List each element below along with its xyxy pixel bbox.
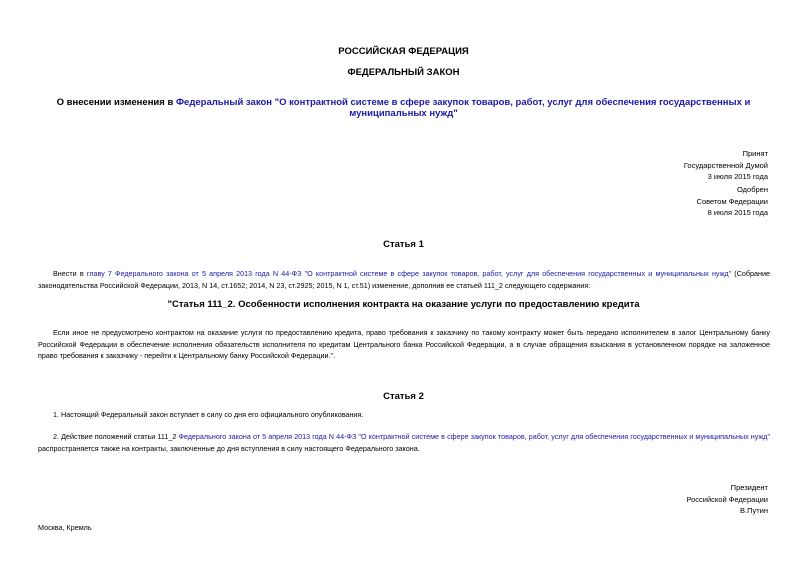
signature-name: В.Путин <box>740 506 768 515</box>
new-article-heading: "Статья 111_2. Особенности исполнения контракта на оказание услуги по предоставлению кредита <box>167 299 640 310</box>
approved-line3: 8 июля 2015 года <box>707 208 768 217</box>
new-article-text: Если иное не предусмотрено контрактом на оказание услуги по предоставлению кредита, право требования к заказчику по такому контракту может быть передано исполнителем в залог Центральному банку Российской Федерации в обеспечение исполнения обязательств исполнителя по кредитам Центрального банка Российской Федерации, а в случае обращения взыскания в установленном порядке на заложенное право требования к заказчику - перейти к Центральному банку Российской Федерации.". <box>38 328 770 360</box>
doc-type-heading: ФЕДЕРАЛЬНЫЙ ЗАКОН <box>347 67 460 78</box>
article2-item2 <box>38 431 770 454</box>
signature-title: Президент <box>730 483 768 492</box>
article2-heading: Статья 2 <box>383 391 424 402</box>
article2-item2-link[interactable]: Федерального закона от 5 апреля 2013 года N 44-ФЗ "О контрактной системе в сфере закупок товаров, работ, услуг для обеспечения государственных и муниципальных нужд" <box>178 432 770 441</box>
article2-item2-suffix: распространяется также на контракты, заключенные до дня вступления в силу настоящего Федерального закона. <box>38 443 420 453</box>
law-title <box>36 97 771 119</box>
approved-line2: Советом Федерации <box>696 196 768 206</box>
article1-link[interactable]: главу 7 Федерального закона от 5 апреля 2013 года N 44-ФЗ "О контрактной системе в сфере закупок товаров, работ, услуг для обеспечения государственных и муниципальных нужд" <box>86 269 732 278</box>
approved-block <box>697 184 768 219</box>
signature-org: Российской Федерации <box>686 494 768 504</box>
approved-line1: Одобрен <box>737 185 768 194</box>
adopted-line2: Государственной Думой <box>683 160 768 170</box>
place-text: Москва, Кремль <box>38 523 92 532</box>
adopted-line3: 3 июля 2015 года <box>707 172 768 181</box>
article1-prefix: Внести в <box>53 269 87 278</box>
article2-item1: 1. Настоящий Федеральный закон вступает в силу со дня его официального опубликования. <box>53 410 364 419</box>
law-title-link[interactable]: Федеральный закон "О контрактной системе в сфере закупок товаров, работ, услуг для обеспечения государственных и муниципальных нужд" <box>175 97 751 119</box>
adopted-block <box>684 148 768 183</box>
article2-item2-prefix: 2. Действие положений статьи 111_2 <box>53 432 179 441</box>
article1-heading: Статья 1 <box>383 239 424 250</box>
signature-block <box>686 482 768 517</box>
adopted-line1: Принят <box>742 149 768 158</box>
law-title-prefix: О внесении изменения в <box>56 97 176 108</box>
article1-text <box>38 268 770 291</box>
country-heading: РОССИЙСКАЯ ФЕДЕРАЦИЯ <box>338 46 469 57</box>
article1-suffix: (Собрание законодательства Российской Федерации, 2013, N 14, ст.1652; 2014, N 23, ст.2925; 2015, N 1, ст.51) изменение, дополнив ее статьей 111_2 следующего содержания: <box>38 269 770 290</box>
